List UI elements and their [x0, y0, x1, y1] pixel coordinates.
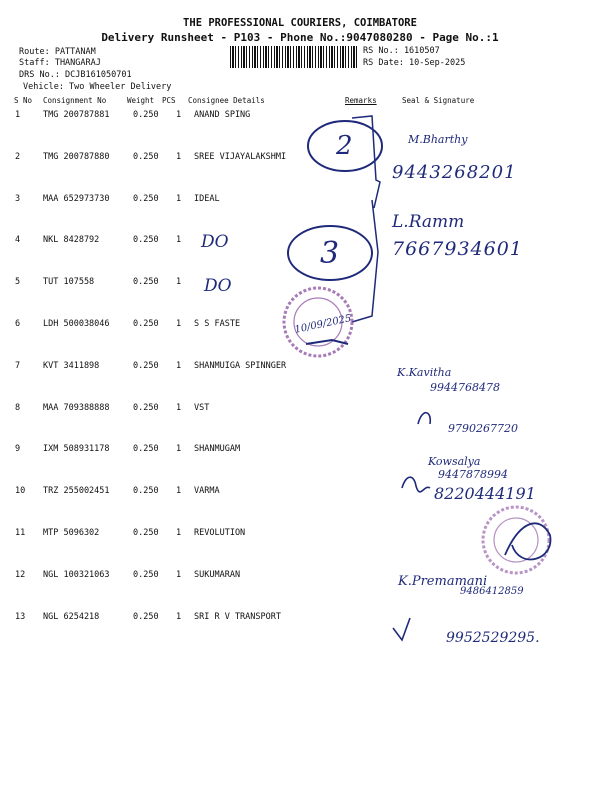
circle-2-text: 2	[336, 131, 353, 161]
row-pcs: 1	[176, 319, 182, 329]
row-pcs: 1	[176, 611, 182, 622]
row-pcs: 1	[176, 235, 182, 246]
stamp-date-text: 10/09/2025	[293, 313, 353, 336]
rs-date: RS Date: 10-Sep-2025	[363, 58, 466, 68]
row-pcs: 1	[176, 110, 182, 120]
row-pcs: 1	[176, 444, 182, 455]
row-sno: 6	[15, 319, 21, 329]
col-consignee: Consignee Details	[188, 96, 265, 105]
row13-signature-phone: 9952529295.	[446, 630, 540, 646]
row8-signature-phone: 9790267720	[448, 422, 518, 435]
row-consignment: MTP 5096302	[43, 528, 100, 538]
company-title: THE PROFESSIONAL COURIERS, COIMBATORE	[183, 17, 417, 29]
row-sno: 7	[15, 360, 21, 371]
row-sno: 5	[15, 277, 21, 288]
row-consignee: S S FASTE	[194, 319, 241, 329]
row5-ditto-text: DO	[204, 276, 232, 296]
row4-ditto-text: DO	[201, 232, 229, 252]
row4-signature-name: L.Ramm	[392, 212, 465, 232]
row12-signature-name: K.Premamani	[398, 574, 488, 589]
row-weight: 0.250	[133, 528, 159, 538]
row-consignee: SHANMUGAM	[194, 444, 241, 455]
row7-signature-name: K.Kavitha	[397, 366, 452, 379]
row-consignment: MAA 652973730	[43, 193, 110, 204]
row-consignee: SREE VIJAYALAKSHMI	[194, 151, 287, 162]
row11-signature-scribble	[505, 523, 550, 559]
row-consignee: VARMA	[194, 486, 220, 497]
row9-signature-phone: 9447878994	[438, 468, 508, 481]
staff-label: Staff: THANGARAJ	[19, 58, 101, 68]
row-sno: 10	[15, 486, 26, 497]
row-weight: 0.250	[133, 193, 159, 204]
row-consignment: TMG 200787881	[43, 110, 110, 120]
row-consignment: IXM 508931178	[43, 444, 110, 455]
row-consignee: REVOLUTION	[194, 528, 246, 538]
circle-3-text: 3	[320, 236, 340, 271]
route-label: Route: PATTANAM	[19, 47, 96, 57]
row9-signature-name: Kowsalya	[428, 455, 481, 468]
row-weight: 0.250	[133, 486, 159, 497]
row13-signature-scribble	[393, 618, 410, 640]
col-consignment: Consignment No	[43, 96, 107, 105]
row-pcs: 1	[176, 277, 182, 288]
row-weight: 0.250	[133, 277, 159, 288]
drs-number: DRS No.: DCJB161050701	[19, 70, 132, 80]
col-seal-signature: Seal & Signature	[402, 96, 475, 105]
row-consignee: SHANMUIGA SPINNGER	[194, 360, 287, 371]
row-consignment: LDH 500038046	[43, 319, 110, 329]
row-consignment: TRZ 255002451	[43, 486, 110, 497]
row1-signature-name: M.Bharthy	[408, 133, 468, 146]
row10-signature-phone: 8220444191	[434, 484, 536, 503]
rs-number: RS No.: 1610507	[363, 46, 440, 56]
row-sno: 8	[15, 402, 21, 413]
row-sno: 9	[15, 444, 21, 455]
row-sno: 12	[15, 569, 26, 580]
row-consignee: ANAND SPING	[194, 110, 251, 120]
vehicle-label: Vehicle: Two Wheeler Delivery	[23, 82, 172, 92]
stamp-signature-scribble	[306, 340, 348, 344]
row-weight: 0.250	[133, 360, 159, 371]
row-pcs: 1	[176, 402, 182, 413]
runsheet-subtitle: Delivery Runsheet - P103 - Phone No.:9047080280 - Page No.:1	[101, 31, 499, 44]
row-weight: 0.250	[133, 569, 159, 580]
row2-signature-phone: 9443268201	[392, 162, 517, 183]
row-sno: 2	[15, 151, 21, 162]
row-consignment: NGL 100321063	[43, 569, 110, 580]
col-pcs: PCS	[162, 96, 176, 105]
row-sno: 1	[15, 110, 21, 120]
row8-signature-scribble	[418, 413, 430, 424]
row-pcs: 1	[176, 569, 182, 580]
row-consignment: TMG 200787880	[43, 151, 110, 162]
row-pcs: 1	[176, 528, 182, 538]
row-consignment: MAA 709388888	[43, 402, 110, 413]
row7-signature-phone: 9944768478	[430, 381, 500, 394]
row-consignment: KVT 3411898	[43, 360, 100, 371]
stamp-seal-2	[483, 507, 549, 573]
row-sno: 13	[15, 611, 26, 622]
row-sno: 11	[15, 528, 26, 538]
row-consignment: NKL 8428792	[43, 235, 100, 246]
row-consignee: SUKUMARAN	[194, 569, 241, 580]
col-sno: S No	[14, 96, 33, 105]
row12-signature-phone: 9486412859	[460, 586, 524, 597]
row-sno: 3	[15, 193, 21, 204]
bracket-mark-1	[352, 116, 380, 208]
row-weight: 0.250	[133, 110, 159, 120]
row-weight: 0.250	[133, 402, 159, 413]
col-weight: Weight	[127, 96, 155, 105]
row-weight: 0.250	[133, 235, 159, 246]
row-weight: 0.250	[133, 151, 159, 162]
row-pcs: 1	[176, 360, 182, 371]
row-consignment: NGL 6254218	[43, 611, 100, 622]
row10-signature-scribble	[402, 477, 430, 492]
row4-signature-phone: 7667934601	[392, 238, 523, 260]
row-pcs: 1	[176, 193, 182, 204]
row-weight: 0.250	[133, 319, 159, 329]
col-remarks: Remarks	[345, 96, 377, 105]
row-weight: 0.250	[133, 444, 159, 455]
row-consignment: TUT 107558	[43, 277, 95, 288]
row-pcs: 1	[176, 486, 182, 497]
row-sno: 4	[15, 235, 21, 246]
row-consignee: IDEAL	[194, 193, 220, 204]
bracket-mark-2	[352, 200, 378, 322]
row-pcs: 1	[176, 151, 182, 162]
row-weight: 0.250	[133, 611, 159, 622]
row-consignee: SRI R V TRANSPORT	[194, 611, 281, 622]
row-consignee: VST	[194, 402, 210, 413]
